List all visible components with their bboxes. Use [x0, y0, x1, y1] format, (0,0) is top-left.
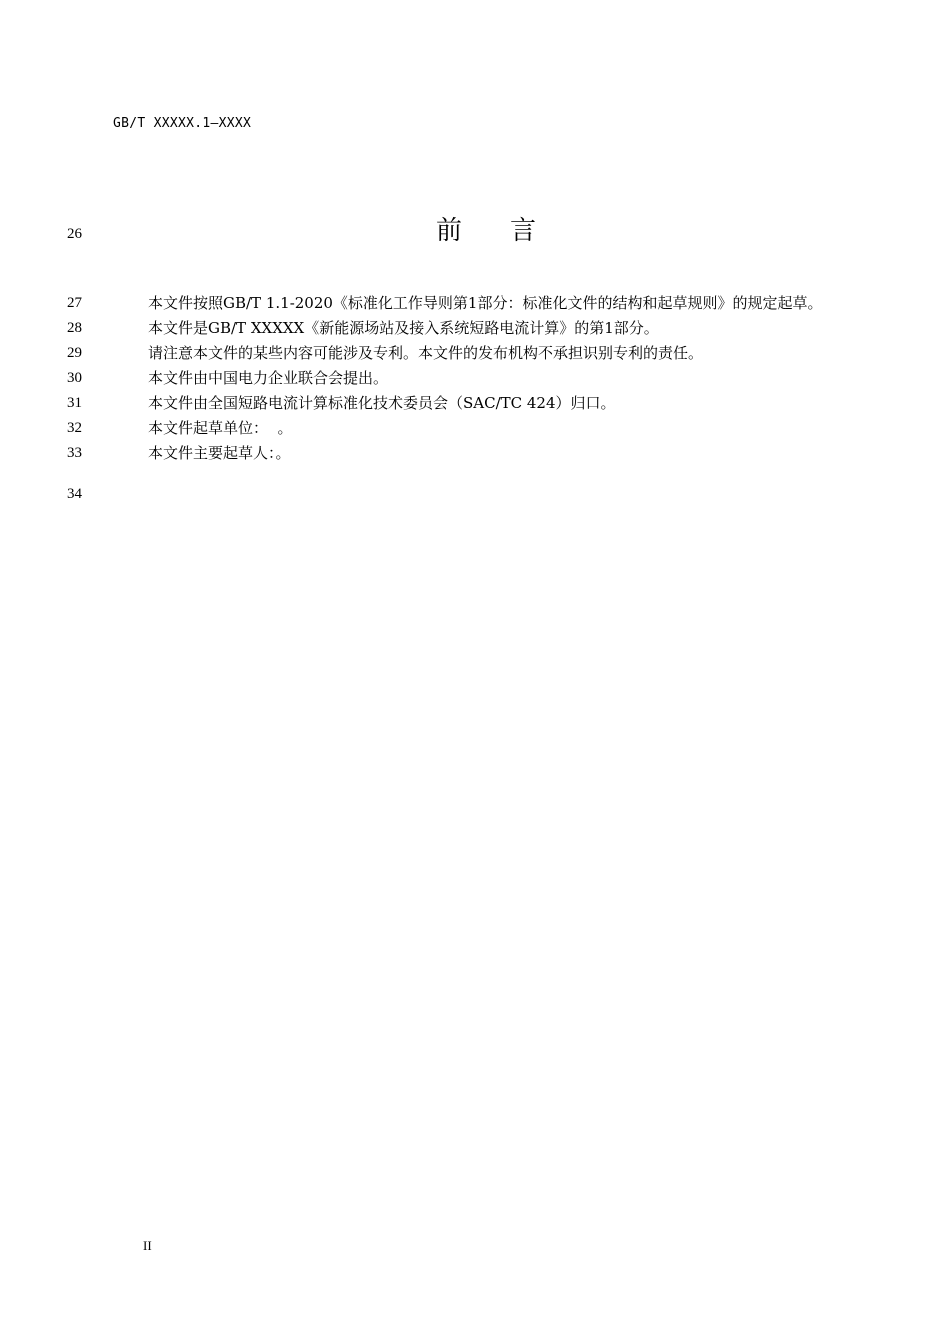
line-number: 33: [67, 445, 82, 461]
line-number: 27: [67, 295, 82, 311]
line-number: 28: [67, 320, 82, 336]
paragraph: 本文件由全国短路电流计算标准化技术委员会（SAC/TC 424）归口。: [148, 394, 616, 412]
line-number: 26: [67, 226, 82, 242]
paragraph: 本文件按照GB/T 1.1-2020《标准化工作导则第1部分：标准化文件的结构和起草规则》的规定起草。: [148, 294, 823, 312]
paragraph: 本文件由中国电力企业联合会提出。: [148, 369, 389, 387]
paragraph: 本文件是GB/T XXXXX《新能源场站及接入系统短路电流计算》的第1部分。: [148, 319, 659, 337]
line-number: 30: [67, 370, 82, 386]
line-number: 32: [67, 420, 82, 436]
line-number: 31: [67, 395, 82, 411]
paragraph: 请注意本文件的某些内容可能涉及专利。本文件的发布机构不承担识别专利的责任。: [148, 344, 704, 362]
page-title: 前言: [436, 216, 585, 246]
document-code-header: GB/T XXXXX.1—XXXX: [113, 116, 252, 131]
line-number: 29: [67, 345, 82, 361]
page-number: II: [143, 1238, 152, 1253]
line-number: 34: [67, 486, 82, 502]
paragraph: 本文件主要起草人：。: [148, 444, 291, 462]
paragraph: 本文件起草单位： 。: [148, 419, 293, 437]
